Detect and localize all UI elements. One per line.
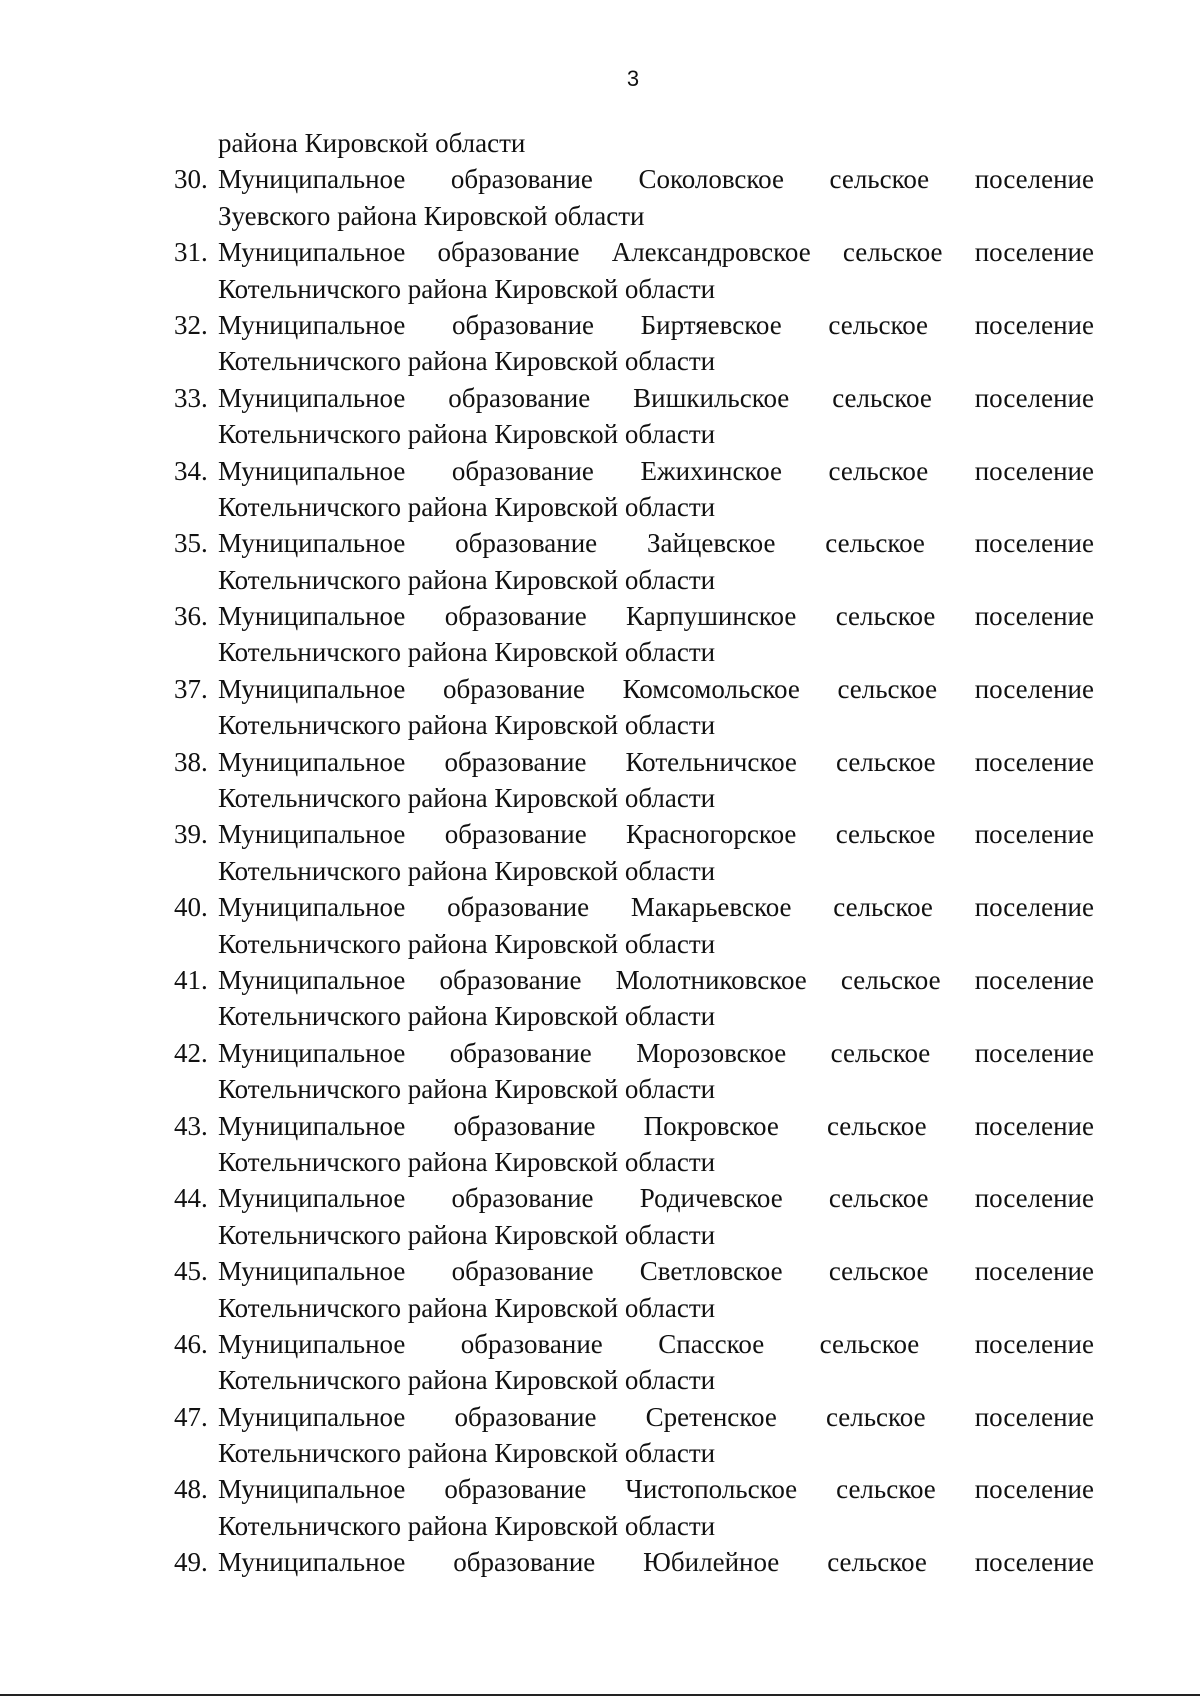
list-item <box>174 962 1094 1035</box>
list-item-number: 44. <box>174 1183 208 1214</box>
list-item-word: Молотниковское <box>615 964 807 995</box>
list-item-first-line <box>174 1326 1094 1362</box>
list-item-word: поселение <box>974 1328 1094 1359</box>
list-item <box>174 525 1094 598</box>
list-item-word: сельское <box>825 528 925 559</box>
list-item-word: сельское <box>835 819 936 850</box>
list-item-word: образование <box>439 964 582 995</box>
list-item-word: образование <box>447 892 590 923</box>
list-item-word: Муниципальное <box>218 1547 406 1578</box>
list-item-continuation: Котельничского района Кировской области <box>218 1001 716 1032</box>
list-item-word: поселение <box>974 1110 1094 1141</box>
list-item-continuation: Котельничского района Кировской области <box>218 1146 716 1177</box>
list-item <box>174 1108 1094 1181</box>
list-item-word: Муниципальное <box>218 892 406 923</box>
list-item-word: образование <box>454 1401 597 1432</box>
list-item-word: Сретенское <box>645 1401 777 1432</box>
list-item-continuation: Котельничского района Кировской области <box>218 1219 716 1250</box>
list-item-first-line <box>174 671 1094 707</box>
list-item <box>174 1471 1094 1544</box>
list-item-first-line <box>174 962 1094 998</box>
list-item-word: поселение <box>974 164 1094 195</box>
list-item-word: сельское <box>833 892 933 923</box>
list-item-number: 39. <box>174 819 208 850</box>
list-item-word: Морозовское <box>636 1037 787 1068</box>
list-item-number: 32. <box>174 309 208 340</box>
list-item <box>174 744 1094 817</box>
list-item-word: образование <box>444 601 587 632</box>
list-item-continuation: Котельничского района Кировской области <box>218 346 716 377</box>
list-item-word: Ежихинское <box>640 455 782 486</box>
list-item-word: Муниципальное <box>218 528 406 559</box>
list-item-first-line <box>174 889 1094 925</box>
list-item-word: Родичевское <box>639 1183 783 1214</box>
list-item <box>174 889 1094 962</box>
list-item-word: сельское <box>825 1401 926 1432</box>
list-item-word: сельское <box>840 964 941 995</box>
list-item-word: Муниципальное <box>218 964 406 995</box>
list-item-number-and-word <box>174 1326 405 1362</box>
list-item-word: поселение <box>974 673 1094 704</box>
list-item-word: Муниципальное <box>218 1474 406 1505</box>
list-item-word: Муниципальное <box>218 382 406 413</box>
list-item-word: образование <box>442 673 585 704</box>
list-item-number-and-word <box>174 1035 405 1071</box>
list-item-first-line <box>174 307 1094 343</box>
list-item-continuation: Котельничского района Кировской области <box>218 491 716 522</box>
list-item-first-line <box>174 380 1094 416</box>
list-item-word: Муниципальное <box>218 1037 406 1068</box>
list-item-number: 47. <box>174 1401 208 1432</box>
list-item-word: Биртяевское <box>640 309 782 340</box>
list-item <box>174 598 1094 671</box>
list-item-continuation: Зуевского района Кировской области <box>218 200 645 231</box>
list-item-word: поселение <box>974 1183 1094 1214</box>
list-item-number-and-word <box>174 1108 405 1144</box>
list-item <box>174 307 1094 380</box>
list-item-number-and-word <box>174 816 405 852</box>
list-item-word: сельское <box>828 1183 929 1214</box>
list-item <box>174 234 1094 307</box>
list-item-number-and-word <box>174 234 405 270</box>
list-item-word: сельское <box>837 673 938 704</box>
list-item-number: 36. <box>174 601 208 632</box>
list-item-word: Муниципальное <box>218 673 406 704</box>
list-item-word: Красногорское <box>626 819 797 850</box>
list-item-word: сельское <box>835 601 936 632</box>
list-item-continuation: Котельничского района Кировской области <box>218 1438 716 1469</box>
list-item-number-and-word <box>174 962 405 998</box>
list-item-number: 49. <box>174 1547 208 1578</box>
list-item-word: образование <box>437 237 580 268</box>
list-item-word: Муниципальное <box>218 164 406 195</box>
list-item-word: поселение <box>974 1401 1094 1432</box>
list-item-number: 33. <box>174 382 208 413</box>
list-item <box>174 161 1094 234</box>
list-item-word: образование <box>444 819 587 850</box>
list-item-word: сельское <box>836 1474 936 1505</box>
list-item-first-line <box>174 1399 1094 1435</box>
list-item <box>174 671 1094 744</box>
list-item-first-line <box>174 234 1094 270</box>
list-item-number: 41. <box>174 964 208 995</box>
list-item-continuation: Котельничского района Кировской области <box>218 928 716 959</box>
list-item <box>174 1544 1094 1580</box>
list-item-first-line <box>174 1108 1094 1144</box>
list-item-number: 35. <box>174 528 208 559</box>
list-item-number: 37. <box>174 673 208 704</box>
list-item-word: образование <box>451 1183 594 1214</box>
list-item-word: Соколовское <box>638 164 784 195</box>
list-item-continuation: Котельничского района Кировской области <box>218 564 716 595</box>
list-item-number-and-word <box>174 598 405 634</box>
list-item-first-line <box>174 525 1094 561</box>
continuation-line: района Кировской области <box>218 128 526 158</box>
list-item-number-and-word <box>174 1544 405 1580</box>
list-item-word: образование <box>444 1474 587 1505</box>
list-item-word: Юбилейное <box>643 1547 780 1578</box>
list-item-word: Муниципальное <box>218 1183 406 1214</box>
list-item <box>174 1253 1094 1326</box>
list-item-word: Муниципальное <box>218 1328 406 1359</box>
list-item <box>174 816 1094 889</box>
list-item-word: Светловское <box>639 1256 783 1287</box>
list-item-first-line <box>174 744 1094 780</box>
list-item-number: 42. <box>174 1037 208 1068</box>
list-item-word: сельское <box>826 1110 927 1141</box>
list-item-word: поселение <box>974 382 1094 413</box>
list-item-word: Муниципальное <box>218 455 406 486</box>
list-item-word: Муниципальное <box>218 746 406 777</box>
list-item-word: образование <box>444 746 587 777</box>
list-item-word: образование <box>451 455 594 486</box>
list-item <box>174 1035 1094 1108</box>
list-item-word: сельское <box>828 309 929 340</box>
list-item-continuation: Котельничского района Кировской области <box>218 637 716 668</box>
list-item-word: образование <box>451 1256 594 1287</box>
list-items <box>174 161 1094 1580</box>
list-item-word: сельское <box>832 382 932 413</box>
list-item <box>174 1399 1094 1472</box>
list-item-word: образование <box>448 382 591 413</box>
list-item-first-line <box>174 1471 1094 1507</box>
list-item-number-and-word <box>174 1399 405 1435</box>
list-item-number: 40. <box>174 892 208 923</box>
list-item-number: 38. <box>174 746 208 777</box>
list-item-word: образование <box>450 164 593 195</box>
list-item-continuation: Котельничского района Кировской области <box>218 1365 716 1396</box>
list-item-number-and-word <box>174 1471 405 1507</box>
list-item-word: Карпушинское <box>626 601 797 632</box>
list-item-word: поселение <box>974 892 1094 923</box>
list-item-first-line <box>174 816 1094 852</box>
bottom-scan-edge <box>0 1694 1200 1696</box>
list-item-continuation: Котельничского района Кировской области <box>218 273 716 304</box>
list-item-word: поселение <box>974 237 1094 268</box>
list-item-number-and-word <box>174 671 405 707</box>
list-item-word: сельское <box>842 237 943 268</box>
list-item-number-and-word <box>174 1180 405 1216</box>
list-item-continuation: Котельничского района Кировской области <box>218 1074 716 1105</box>
list-item-number: 30. <box>174 164 208 195</box>
list-item-word: сельское <box>829 164 930 195</box>
list-item-word: Комсомольское <box>622 673 800 704</box>
list-item-number: 48. <box>174 1474 208 1505</box>
list-item-word: Александровское <box>611 237 811 268</box>
list-item <box>174 380 1094 453</box>
list-item-word: образование <box>455 528 598 559</box>
list-item-number: 34. <box>174 455 208 486</box>
list-item-word: Муниципальное <box>218 1401 406 1432</box>
list-item-number-and-word <box>174 744 405 780</box>
list-item-word: Зайцевское <box>646 528 776 559</box>
list-item-word: Муниципальное <box>218 819 406 850</box>
list-item-number-and-word <box>174 161 405 197</box>
list-item-word: сельское <box>828 455 929 486</box>
list-item-word: поселение <box>974 1547 1094 1578</box>
list-item-number-and-word <box>174 307 405 343</box>
list-item-word: поселение <box>974 601 1094 632</box>
list-item-first-line <box>174 1253 1094 1289</box>
list-item-number-and-word <box>174 380 405 416</box>
list-item-word: Муниципальное <box>218 601 406 632</box>
list-item <box>174 453 1094 526</box>
list-item-continuation: Котельничского района Кировской области <box>218 855 716 886</box>
list-item-number: 46. <box>174 1328 208 1359</box>
list-item-number: 31. <box>174 237 208 268</box>
list-item-number: 43. <box>174 1110 208 1141</box>
list-item-continuation: Котельничского района Кировской области <box>218 419 716 450</box>
list-item-first-line <box>174 1035 1094 1071</box>
list-item-word: поселение <box>974 309 1094 340</box>
list-item-word: Муниципальное <box>218 1256 406 1287</box>
list-item-word: образование <box>449 1037 592 1068</box>
list-item-word: Муниципальное <box>218 237 406 268</box>
list-item-first-line <box>174 1180 1094 1216</box>
list-item-word: поселение <box>974 1256 1094 1287</box>
list-item-number-and-word <box>174 889 405 925</box>
list-item-word: образование <box>453 1110 596 1141</box>
list-item-continuation: Котельничского района Кировской области <box>218 1292 716 1323</box>
list-item-first-line <box>174 161 1094 197</box>
list-item-word: Покровское <box>643 1110 779 1141</box>
page-number: 3 <box>626 66 640 91</box>
list-item-word: поселение <box>974 746 1094 777</box>
list-item-continuation: Котельничского района Кировской области <box>218 1510 716 1541</box>
list-item-number-and-word <box>174 525 405 561</box>
list-item-word: образование <box>452 309 595 340</box>
list-item-word: образование <box>460 1328 603 1359</box>
list-item-word: поселение <box>974 455 1094 486</box>
list-item-number: 45. <box>174 1256 208 1287</box>
list-item-word: сельское <box>828 1256 929 1287</box>
numbered-list <box>174 125 1094 1581</box>
list-item-word: Муниципальное <box>218 1110 406 1141</box>
list-item-word: поселение <box>974 964 1094 995</box>
list-item-continuation: Котельничского района Кировской области <box>218 710 716 741</box>
list-item-word: поселение <box>974 528 1094 559</box>
list-item-word: Спасское <box>658 1328 765 1359</box>
list-item-word: образование <box>453 1547 596 1578</box>
list-item-first-line <box>174 598 1094 634</box>
list-item <box>174 1326 1094 1399</box>
list-item-continuation: Котельничского района Кировской области <box>218 783 716 814</box>
list-item-word: поселение <box>974 1474 1094 1505</box>
list-item-number-and-word <box>174 1253 405 1289</box>
list-item-word: сельское <box>827 1547 927 1578</box>
list-item-number-and-word <box>174 453 405 489</box>
list-item <box>174 1180 1094 1253</box>
list-item-first-line <box>174 1544 1094 1580</box>
list-item-word: Котельничское <box>625 746 797 777</box>
list-item-word: Муниципальное <box>218 309 406 340</box>
list-item-word: поселение <box>974 819 1094 850</box>
list-item-word: сельское <box>830 1037 931 1068</box>
list-item-word: сельское <box>836 746 936 777</box>
list-item-word: Вишкильское <box>633 382 790 413</box>
list-item-word: Макарьевское <box>630 892 792 923</box>
list-item-word: сельское <box>819 1328 920 1359</box>
list-item-word: Чистопольское <box>625 1474 798 1505</box>
list-item-first-line <box>174 453 1094 489</box>
list-item-word: поселение <box>974 1037 1094 1068</box>
